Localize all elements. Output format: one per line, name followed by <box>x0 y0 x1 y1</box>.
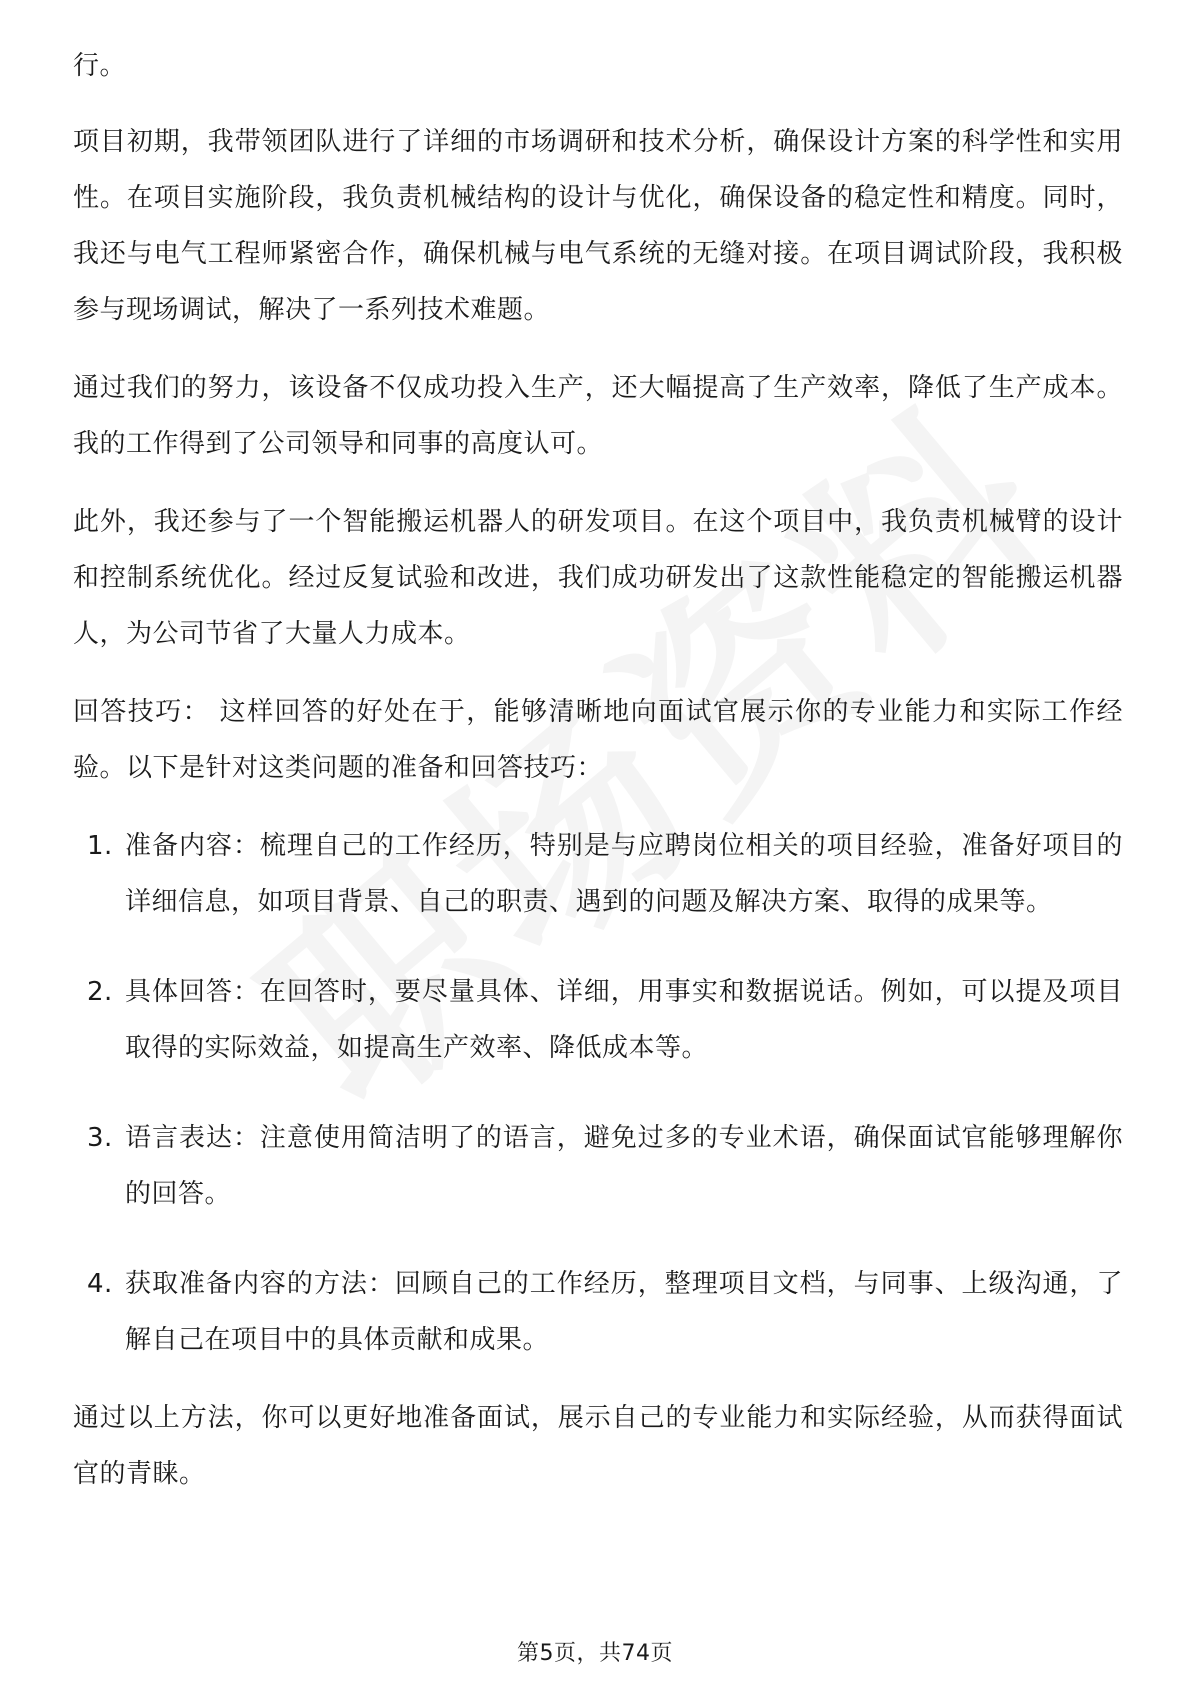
list-item-text: 语言表达：注意使用简洁明了的语言，避免过多的专业术语，确保面试官能够理解你的回答。 <box>125 1123 1123 1209</box>
list-item-text: 准备内容：梳理自己的工作经历，特别是与应聘岗位相关的项目经验，准备好项目的详细信息，如项目背景、自己的职责、遇到的问题及解决方案、取得的成果等。 <box>125 831 1123 917</box>
tips-list <box>73 818 1123 1368</box>
paragraph-answer-tips: 回答技巧： 这样回答的好处在于，能够清晰地向面试官展示你的专业能力和实际工作经验。以下是针对这类问题的准备和回答技巧： <box>73 697 1123 783</box>
page-number-footer: 第5页，共74页 <box>517 1641 673 1666</box>
paragraph-closing: 通过以上方法，你可以更好地准备面试，展示自己的专业能力和实际经验，从而获得面试官的青睐。 <box>73 1403 1123 1489</box>
document-body <box>73 38 1123 1524</box>
paragraph-continuation: 行。 <box>73 51 127 81</box>
paragraph-results: 通过我们的努力，该设备不仅成功投入生产，还大幅提高了生产效率，降低了生产成本。我的工作得到了公司领导和同事的高度认可。 <box>73 373 1123 459</box>
paragraph-robot-project: 此外，我还参与了一个智能搬运机器人的研发项目。在这个项目中，我负责机械臂的设计和控制系统优化。经过反复试验和改进，我们成功研发出了这款性能稳定的智能搬运机器人，为公司节省了大量人力成本。 <box>73 507 1123 649</box>
list-item <box>73 1110 1123 1222</box>
list-item-number: 2. <box>87 977 113 1007</box>
list-item <box>73 964 1123 1076</box>
list-item-number: 1. <box>87 831 113 861</box>
list-item-number: 3. <box>87 1123 113 1153</box>
list-item-text: 具体回答：在回答时，要尽量具体、详细，用事实和数据说话。例如，可以提及项目取得的实际效益，如提高生产效率、降低成本等。 <box>125 977 1123 1063</box>
list-item-number: 4. <box>87 1269 113 1299</box>
list-item <box>73 818 1123 930</box>
list-item <box>73 1256 1123 1368</box>
list-item-text: 获取准备内容的方法：回顾自己的工作经历，整理项目文档，与同事、上级沟通，了解自己在项目中的具体贡献和成果。 <box>125 1269 1123 1355</box>
paragraph-project-overview: 项目初期，我带领团队进行了详细的市场调研和技术分析，确保设计方案的科学性和实用性。在项目实施阶段，我负责机械结构的设计与优化，确保设备的稳定性和精度。同时，我还与电气工程师紧密合作，确保机械与电气系统的无缝对接。在项目调试阶段，我积极参与现场调试，解决了一系列技术难题。 <box>73 127 1123 325</box>
